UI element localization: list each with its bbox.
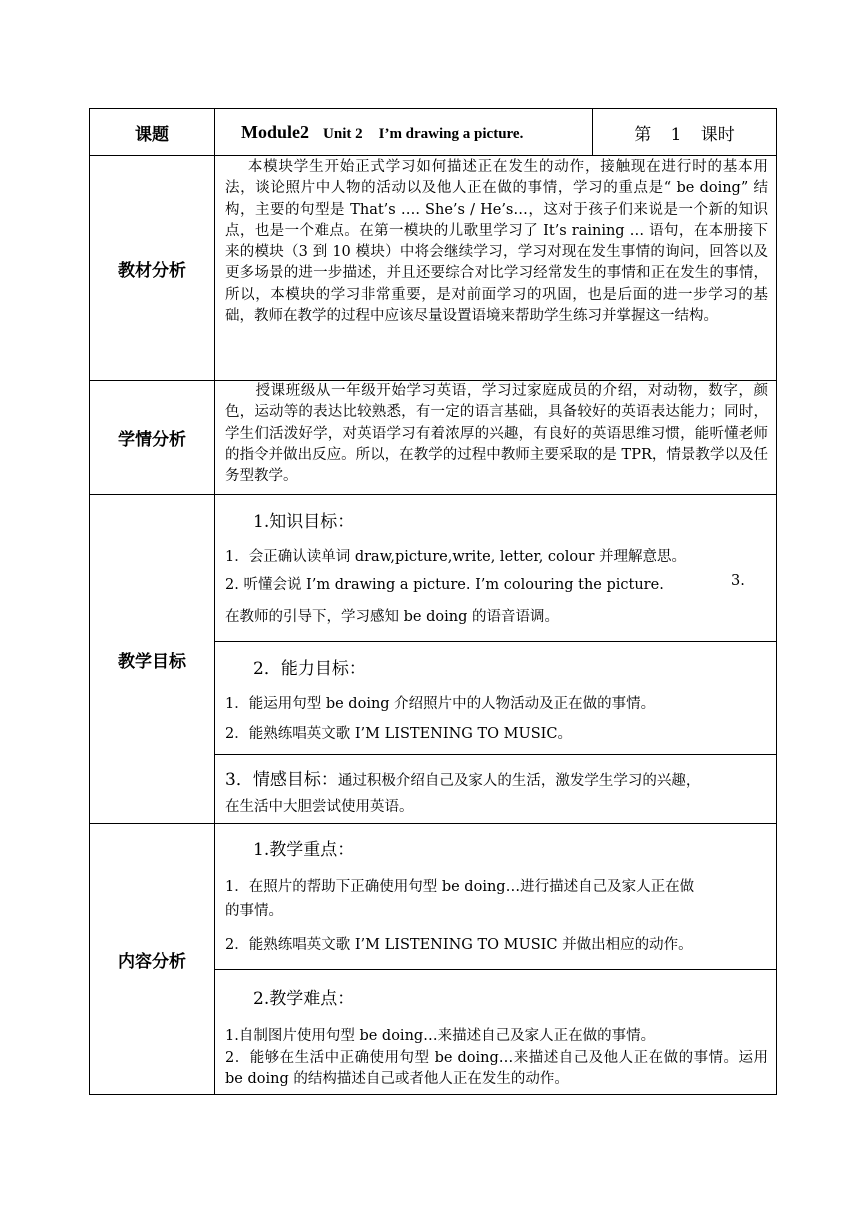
difficult-points xyxy=(215,969,776,1094)
key-item-2: 2．能熟练唱英文歌 I’M LISTENING TO MUSIC 并做出相应的动作。 xyxy=(225,937,693,953)
knowledge-item-3: 在教师的引导下，学习感知 be doing 的语音语调。 xyxy=(225,609,559,625)
emotion-line-1 xyxy=(215,755,776,795)
header-label: 课题 xyxy=(90,109,215,156)
ability-item-1: 1．能运用句型 be doing 介绍照片中的人物活动及正在做的事情。 xyxy=(225,696,656,712)
ability-item-2: 2．能熟练唱英文歌 I’M LISTENING TO MUSIC。 xyxy=(225,726,572,742)
textbook-row xyxy=(90,156,777,381)
lesson-plan-table xyxy=(89,108,777,1095)
emotion-line-2: 在生活中大胆尝试使用英语。 xyxy=(225,799,414,815)
students-cell xyxy=(215,381,777,495)
knowledge-item-3-number: 3. xyxy=(731,573,745,589)
goals-cell xyxy=(215,495,777,824)
unit-title: I’m drawing a picture. xyxy=(378,125,524,142)
ability-heading: 2．能力目标： xyxy=(253,659,366,679)
goals-label: 教学目标 xyxy=(90,495,215,824)
difficult-item-1: 1.自制图片使用句型 be doing…来描述自己及家人正在做的事情。 xyxy=(225,1028,656,1044)
knowledge-item-2: 2. 听懂会说 I’m drawing a picture. I’m colouring the picture. 3. xyxy=(225,573,745,593)
module-name: Module2 xyxy=(241,121,310,142)
students-text: 授课班级从一年级开始学习英语，学习过家庭成员的介绍，对动物，数字，颜色，运动等的表达比较熟悉，有一定的语言基础，具备较好的英语表达能力；同时，学生们活泼好学，对英语学习有着浓厚的兴趣，有良好的英语思维习惯，能听懂老师的指令并做出反应。所以，在教学的过程中教师主要采取的是 TPR，情景教学以及任务型教学。 xyxy=(225,383,768,485)
header-row xyxy=(90,109,777,156)
emotion-heading: 3．情感目标： xyxy=(225,770,338,790)
key-item-1: 1．在照片的帮助下正确使用句型 be doing…进行描述自己及家人正在做 xyxy=(225,879,695,895)
content-row xyxy=(90,824,777,1095)
difficult-heading: 2.教学难点： xyxy=(253,989,355,1009)
goals-row xyxy=(90,495,777,824)
content-cell xyxy=(215,824,777,1095)
students-label: 学情分析 xyxy=(90,381,215,495)
content-label: 内容分析 xyxy=(90,824,215,1095)
textbook-text: 本模块学生开始正式学习如何描述正在发生的动作，接触现在进行时的基本用法，谈论照片中人物的活动以及他人正在做的事情，学习的重点是“ be doing” 结构，主要的句型是 That’s …. She’s / He’s…，这对于孩子们来说是一个新的知识点，也是一个难点。在第一模块的儿歌里学习了 It’s raining … 语句，在本册接下来的模块（3 到 10 模块）中将会继续学习，学习对现在发生事情的询问，回答以及更多场景的进一步描述，并且还要综合对比学习经常发生的事情和正在发生的事情，所以，本模块的学习非常重要，是对前面学习的巩固，也是后面的进一步学习的基础，教师在教学的过程中应该尽量设置语境来帮助学生练习并掌握这一结构。 xyxy=(225,159,768,325)
textbook-cell xyxy=(215,156,777,381)
textbook-label: 教材分析 xyxy=(90,156,215,381)
key-points xyxy=(215,824,776,969)
emotion-text: 通过积极介绍自己及家人的生活，激发学生学习的兴趣， xyxy=(337,773,701,789)
emotion-goals xyxy=(215,754,776,823)
difficult-item-2: 2．能够在生活中正确使用句型 be doing…来描述自己及他人正在做的事情。运用 be doing 的结构描述自己或者他人正在发生的动作。 xyxy=(225,1050,768,1087)
unit-name: Unit 2 xyxy=(323,125,363,142)
key-item-1-cont: 的事情。 xyxy=(225,903,283,919)
lesson-number: 第 1 课时 xyxy=(593,109,777,156)
ability-goals xyxy=(215,641,776,754)
key-heading: 1.教学重点： xyxy=(253,840,355,860)
lesson-title xyxy=(215,109,593,156)
knowledge-goals xyxy=(215,495,776,641)
knowledge-item-1: 1．会正确认读单词 draw,picture,write, letter, colour 并理解意思。 xyxy=(225,549,687,565)
students-row xyxy=(90,381,777,495)
knowledge-heading: 1.知识目标： xyxy=(253,512,355,532)
